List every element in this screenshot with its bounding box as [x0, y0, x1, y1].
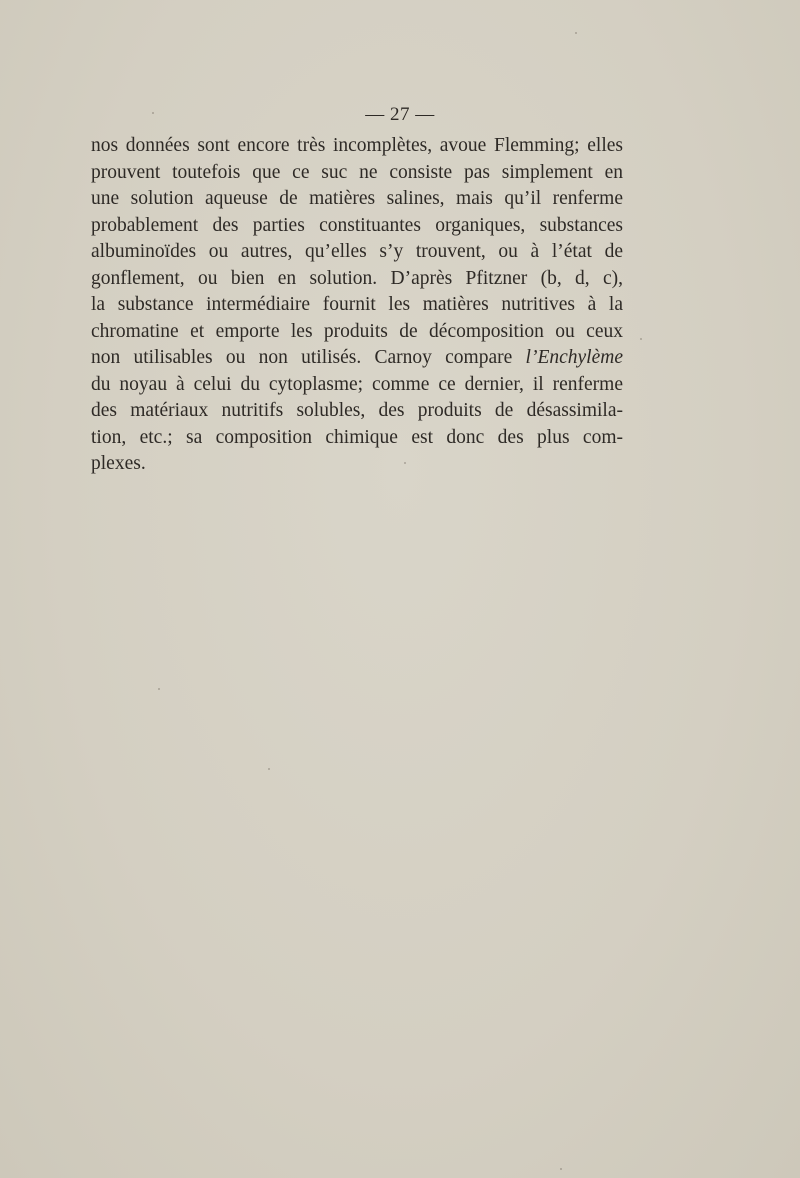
paper-speck	[575, 32, 577, 34]
paper-speck	[560, 1168, 562, 1170]
paper-speck	[268, 768, 270, 770]
text-line: prouvent toutefois que ce suc ne consiste pas simplement en	[91, 161, 623, 183]
page-number: — 27 —	[365, 104, 435, 125]
paper-speck	[152, 112, 154, 114]
text-line: une solution aqueuse de matières salines, mais qu’il renferme	[91, 188, 623, 209]
paper-speck	[640, 338, 642, 340]
text-line: des matériaux nutritifs solubles, des produits de désassimila-	[91, 400, 623, 421]
text-line: nos données sont encore très incomplètes, avoue Flemming; elles	[91, 135, 623, 156]
text-line-segment: non utilisables ou non utilisés. Carnoy compare	[91, 347, 513, 368]
text-line: albuminoïdes ou autres, qu’elles s’y trouvent, ou à l’état de	[91, 241, 623, 262]
body-paragraph	[91, 133, 623, 478]
text-line: gonflement, ou bien en solution. D’après Pfitzner (b, d, c),	[91, 267, 623, 289]
paper-speck	[404, 462, 406, 464]
paper-speck	[158, 688, 160, 690]
text-line: tion, etc.; sa composition chimique est donc des plus com-	[91, 426, 623, 448]
paper-speck	[118, 462, 120, 464]
text-line	[91, 345, 623, 372]
text-line: probablement des parties constituantes organiques, substances	[91, 214, 623, 236]
text-line: plexes.	[91, 453, 146, 474]
text-line: la substance intermédiaire fournit les matières nutritives à la	[91, 294, 623, 315]
text-line: du noyau à celui du cytoplasme; comme ce dernier, il renferme	[91, 373, 623, 395]
text-line: chromatine et emporte les produits de décomposition ou ceux	[91, 320, 623, 342]
italic-term: l’Enchylème	[525, 347, 623, 368]
